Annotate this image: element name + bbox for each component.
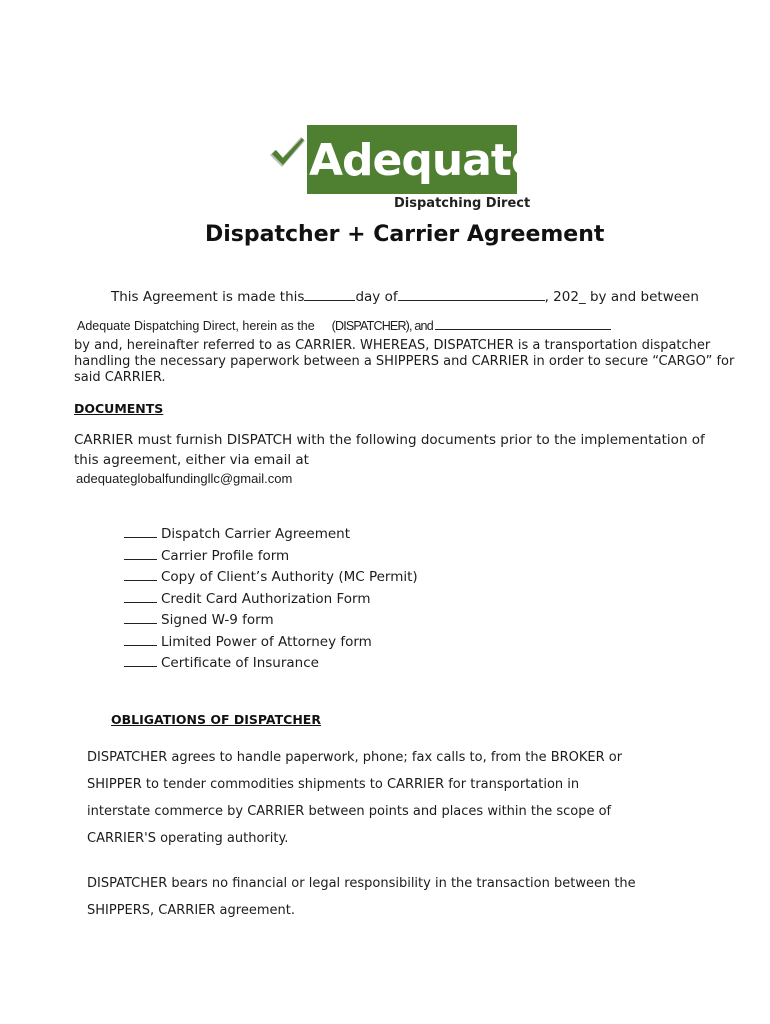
intro-line-5: said CARRIER. xyxy=(74,370,166,385)
checklist-item-label: Copy of Client’s Authority (MC Permit) xyxy=(161,569,418,585)
document-title: Dispatcher + Carrier Agreement xyxy=(205,222,605,247)
checklist-item xyxy=(124,545,418,567)
obligations-line: SHIPPERS, CARRIER agreement. xyxy=(87,903,295,918)
checkmark-icon xyxy=(267,133,307,173)
intro-text-c: , 202_ by and between xyxy=(544,289,699,305)
logo-tagline: Dispatching Direct xyxy=(394,196,531,211)
obligations-paragraph-2 xyxy=(87,870,636,924)
intro-line-1 xyxy=(111,288,699,305)
intro-text-b: day of xyxy=(355,289,398,305)
obligations-line: DISPATCHER agrees to handle paperwork, phone; fax calls to, from the BROKER or xyxy=(87,750,623,765)
logo-name: Adequate xyxy=(309,135,540,186)
obligations-line: interstate commerce by CARRIER between points and places within the scope of xyxy=(87,804,612,819)
checklist-item-label: Dispatch Carrier Agreement xyxy=(161,526,351,542)
obligations-line: SHIPPER to tender commodities shipments to CARRIER for transportation in xyxy=(87,777,580,792)
intro-party-dispatcher: Adequate Dispatching Direct, herein as the xyxy=(77,319,315,333)
obligations-line: CARRIER'S operating authority. xyxy=(87,831,289,846)
intro-line-4: handling the necessary paperwork between a SHIPPERS and CARRIER in order to secure “CARGO” for xyxy=(74,354,735,369)
checklist-item-label: Limited Power of Attorney form xyxy=(161,633,372,650)
documents-text-2: this agreement, either via email at xyxy=(74,452,309,468)
intro-text-a: This Agreement is made this xyxy=(111,289,305,305)
intro-paragraph xyxy=(74,338,734,386)
obligations-paragraph-1 xyxy=(87,744,622,852)
documents-checklist xyxy=(124,523,418,674)
checklist-item-label: Signed W-9 form xyxy=(161,612,274,628)
documents-text xyxy=(74,430,705,470)
checklist-item xyxy=(124,609,418,631)
email-address[interactable]: adequateglobalfundingllc@gmail.com xyxy=(76,471,293,486)
check-blank[interactable] xyxy=(124,631,157,646)
obligations-heading: OBLIGATIONS OF DISPATCHER xyxy=(111,712,321,727)
check-blank[interactable] xyxy=(124,652,157,667)
checklist-item xyxy=(124,566,418,588)
day-blank[interactable] xyxy=(304,288,355,301)
documents-text-1: CARRIER must furnish DISPATCH with the following documents prior to the implementation of xyxy=(74,432,705,448)
check-blank[interactable] xyxy=(124,566,157,581)
checklist-item xyxy=(124,652,418,674)
checklist-item-label: Credit Card Authorization Form xyxy=(161,590,371,607)
checklist-item-label: Carrier Profile form xyxy=(161,547,290,564)
checklist-item-label: Certificate of Insurance xyxy=(161,655,319,671)
check-blank[interactable] xyxy=(124,588,157,603)
check-blank[interactable] xyxy=(124,609,157,624)
checklist-item xyxy=(124,631,418,653)
month-blank[interactable] xyxy=(398,288,545,301)
checklist-item xyxy=(124,523,418,545)
check-blank[interactable] xyxy=(124,545,157,560)
intro-line-3: by and, hereinafter referred to as CARRIER. WHEREAS, DISPATCHER is a transportation dispatcher xyxy=(74,338,711,353)
obligations-line: DISPATCHER bears no financial or legal responsibility in the transaction between the xyxy=(87,876,636,891)
intro-line-2 xyxy=(77,317,611,333)
carrier-name-blank[interactable] xyxy=(435,317,611,330)
checklist-item xyxy=(124,588,418,610)
check-blank[interactable] xyxy=(124,523,157,538)
documents-heading: DOCUMENTS xyxy=(74,401,164,416)
dispatcher-label: (DISPATCHER), and xyxy=(331,319,433,333)
